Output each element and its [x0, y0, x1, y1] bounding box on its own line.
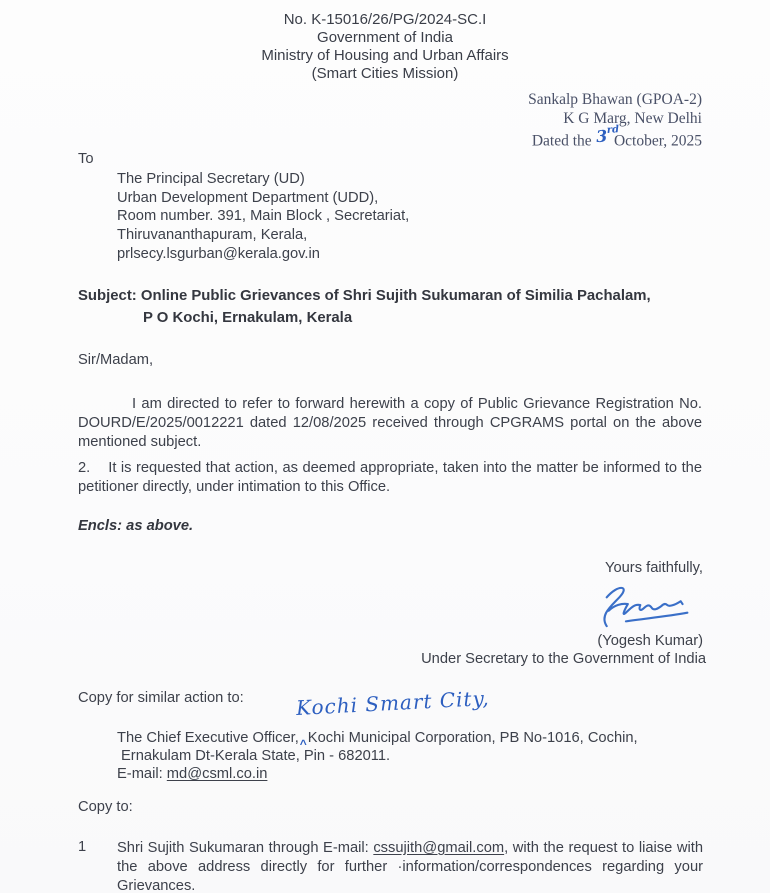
signatory-title: Under Secretary to the Government of India: [421, 651, 706, 667]
cc-email-label: E-mail:: [117, 766, 163, 782]
handwritten-annotation: Kochi Smart City,: [295, 685, 491, 721]
date-line: [528, 124, 702, 151]
date-prefix: Dated the: [531, 132, 592, 150]
date-rest: October, 2025: [613, 132, 702, 150]
signature: [583, 582, 713, 630]
recipient-email-address: prlsecy.lsgurban@kerala.gov.in: [117, 245, 320, 262]
recipient-line: Thiruvananthapuram, Kerala,: [117, 227, 308, 244]
copy-to-heading: Copy to:: [78, 799, 133, 815]
cc-email-line: [117, 766, 267, 782]
copy-to-item: Shri Sujith Sukumaran through E-mail: cssujith@gmail.com, with the request to liaise with the above address directly for further ·information/correspondences regarding your Grievances.: [117, 840, 703, 893]
letterhead: [0, 11, 770, 83]
copy-to-item-number: 1: [78, 839, 87, 855]
subject-label: Subject:: [78, 288, 137, 304]
government-name: Government of India: [317, 29, 453, 46]
recipient-line: The Principal Secretary (UD): [117, 171, 305, 187]
ministry-name: Ministry of Housing and Urban Affairs: [261, 47, 509, 64]
mission-name: (Smart Cities Mission): [311, 65, 459, 82]
cc-email-address: md@csml.co.in: [166, 766, 268, 782]
salutation: Sir/Madam,: [78, 352, 154, 368]
body-paragraph-2: 2. It is requested that action, as deemed appropriate, taken into the matter be informed to the petitioner directly, under intimation to this Office.: [78, 460, 702, 495]
enclosure-note: Encls: as above.: [78, 518, 194, 534]
copy-similar-heading: Copy for similar action to:: [78, 690, 244, 706]
cc-address-line-2: Ernakulam Dt-Kerala State, Pin - 682011.: [121, 748, 391, 764]
reference-number: No. K-15016/26/PG/2024-SC.I: [283, 11, 487, 28]
to-label: To: [78, 151, 94, 167]
handwritten-date: 3rd: [595, 124, 620, 147]
signatory-name: (Yogesh Kumar): [597, 633, 703, 649]
body-paragraph-1: I am directed to refer to forward herewith a copy of Public Grievance Registration No. DOURD/E/2025/0012221 dated 12/08/2025 received through CPGRAMS portal on the above mentioned subject.: [78, 396, 702, 450]
subject-block: [78, 286, 723, 329]
paragraph-2-number: 2.: [78, 460, 91, 476]
office-street: K G Marg, New Delhi: [563, 109, 702, 127]
petitioner-email-address: cssujith@gmail.com: [373, 840, 505, 856]
recipient-line: Urban Development Department (UDD),: [117, 189, 379, 206]
insertion-caret-icon: ^: [299, 737, 307, 751]
cc-address-line-1: The Chief Executive $Officer,_{\^{}}Kochi$ Municipal Corporation, PB No-1016, Cochin,: [117, 730, 638, 751]
recipient-line: Room number. 391, Main Block , Secretariat,: [117, 208, 410, 225]
subject-line-2: P O Kochi, Ernakulam, Kerala: [143, 309, 353, 326]
office-building: Sankalp Bhawan (GPOA-2): [528, 91, 702, 108]
valediction: Yours faithfully,: [605, 560, 703, 576]
recipient-block: [117, 170, 409, 264]
office-address-block: [528, 91, 702, 151]
subject-line-1: Subject: Online Public Grievances of Shri Sujith Sukumaran of Similia Pachalam,: [78, 288, 651, 304]
